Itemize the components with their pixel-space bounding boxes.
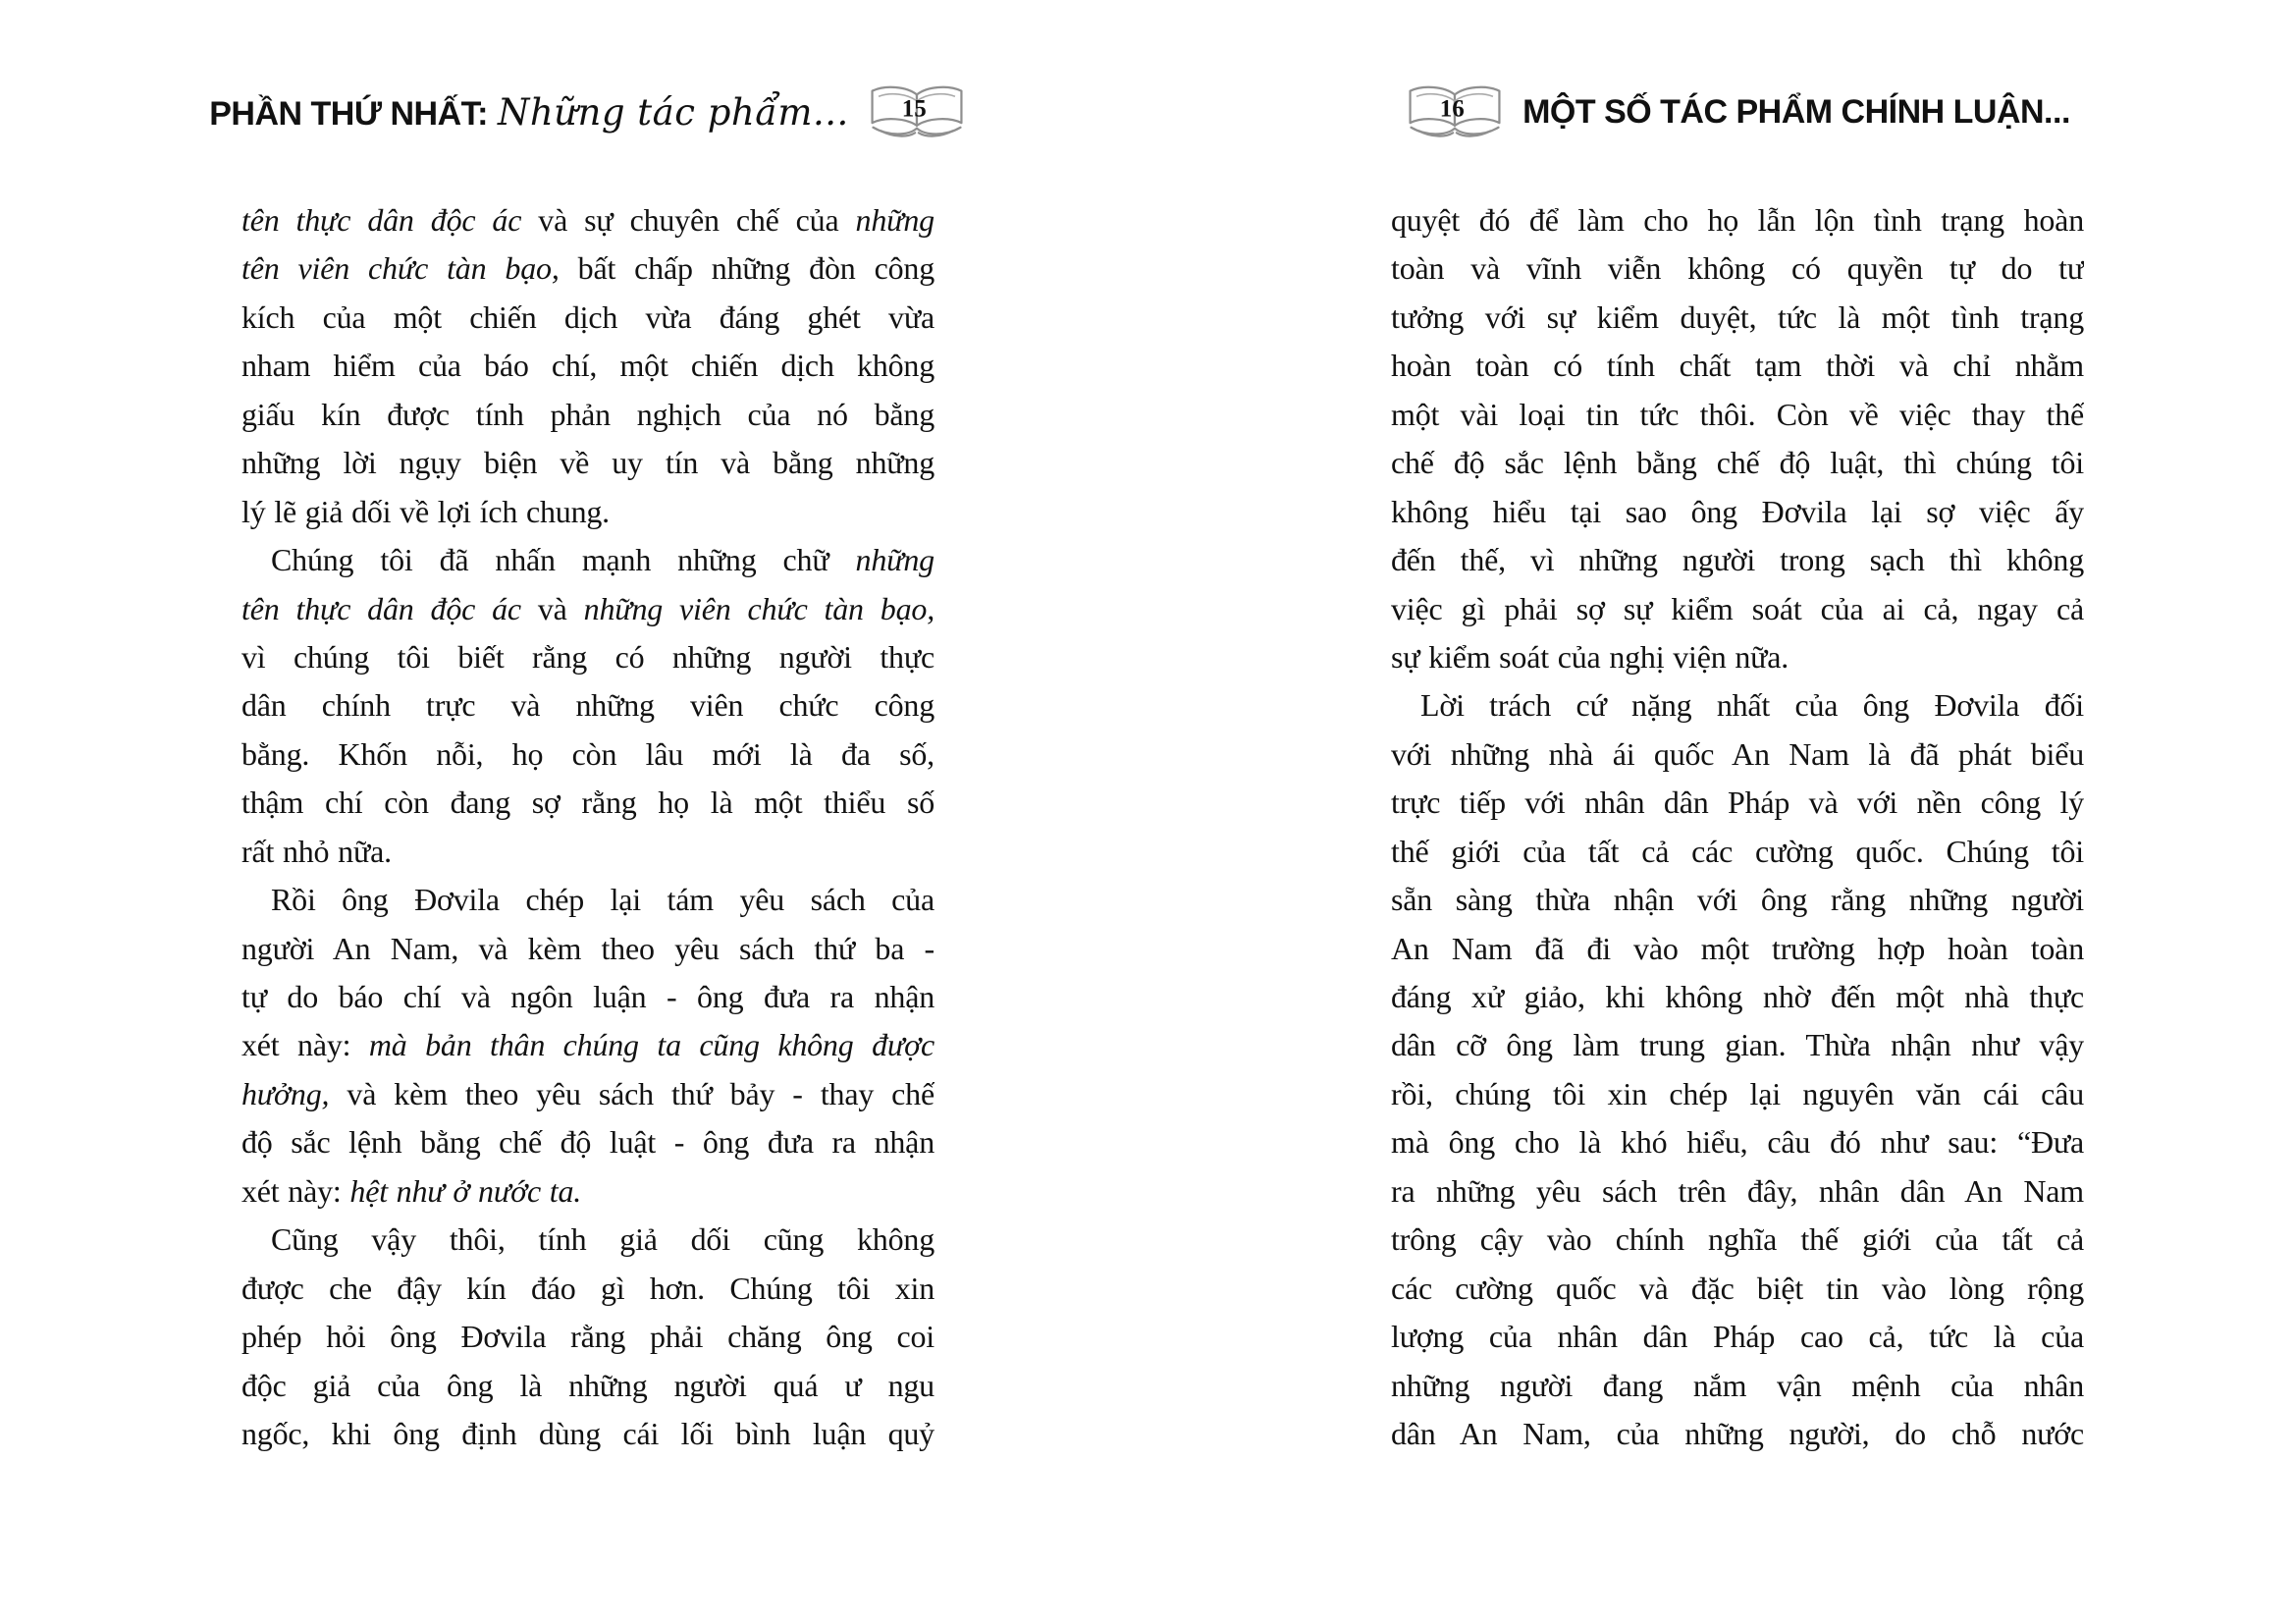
- text-line: [241, 925, 934, 973]
- body-text: thậm chí còn đang sợ rằng họ là một thiểu số: [241, 785, 934, 821]
- text-line: [241, 391, 934, 439]
- body-text: xét này:: [241, 1172, 350, 1209]
- text-line: [1391, 828, 2084, 876]
- emphasized-text: những: [855, 202, 934, 238]
- text-line: [241, 244, 934, 293]
- body-text: An Nam đã đi vào một trường hợp hoàn toàn: [1391, 930, 2084, 966]
- emphasized-text: hệt như ở nước ta.: [349, 1172, 582, 1209]
- right-page-text: [1391, 196, 2084, 1458]
- body-text: dân An Nam, của những người, do chỗ nước: [1391, 1415, 2084, 1451]
- text-line: [241, 439, 934, 487]
- text-line: [1391, 1070, 2084, 1118]
- text-line: [1391, 681, 2084, 730]
- body-text: đến thế, vì những người trong sạch thì không: [1391, 542, 2084, 578]
- left-header-section-title: Những tác phẩm...: [497, 90, 849, 134]
- body-text: và kèm theo yêu sách thứ bảy - thay chế: [329, 1075, 934, 1111]
- body-text: sự kiểm soát của nghị viện nữa.: [1391, 638, 1789, 675]
- left-header-part-label: PHẦN THỨ NHẤT:: [209, 94, 488, 133]
- emphasized-text: tên thực dân độc ác: [241, 202, 522, 238]
- body-text: việc gì phải sợ sự kiểm soát của ai cả, ngay cả: [1391, 590, 2084, 626]
- emphasized-text: những: [855, 542, 934, 578]
- text-line: [241, 585, 934, 633]
- right-header-text: [1522, 93, 2070, 132]
- body-text: sẵn sàng thừa nhận với ông rằng những người: [1391, 882, 2084, 918]
- right-header-title: MỘT SỐ TÁC PHẨM CHÍNH LUẬN...: [1522, 92, 2070, 131]
- left-page-text: [241, 196, 934, 1458]
- text-line: [241, 779, 934, 827]
- body-text: với những nhà ái quốc An Nam là đã phát biểu: [1391, 735, 2084, 772]
- text-line: [1391, 391, 2084, 439]
- body-text: độc giả của ông là những người quá ư ngu: [241, 1367, 934, 1403]
- emphasized-text: tên viên chức tàn bạo,: [241, 250, 560, 287]
- emphasized-text: hưởng,: [241, 1075, 330, 1111]
- body-text: và: [520, 590, 584, 626]
- body-text: chế độ sắc lệnh bằng chế độ luật, thì chúng tôi: [1391, 445, 2084, 481]
- body-text: dân cỡ ông làm trung gian. Thừa nhận như vậy: [1391, 1027, 2084, 1063]
- body-text: độ sắc lệnh bằng chế độ luật - ông đưa ra nhận: [241, 1124, 934, 1161]
- body-text: kích của một chiến dịch vừa đáng ghét vừa: [241, 298, 934, 335]
- body-text: rất nhỏ nữa.: [241, 833, 392, 869]
- text-line: [1391, 439, 2084, 487]
- text-line: [1391, 536, 2084, 584]
- text-line: [1391, 1118, 2084, 1166]
- text-line: [1391, 294, 2084, 342]
- body-text: rồi, chúng tôi xin chép lại nguyên văn cái câu: [1391, 1075, 2084, 1111]
- left-page-header: [209, 82, 934, 141]
- text-line: [1391, 1313, 2084, 1361]
- text-line: [1391, 342, 2084, 390]
- text-line: [241, 633, 934, 681]
- body-text: lý lẽ giả dối về lợi ích chung.: [241, 493, 610, 529]
- text-line: [241, 196, 934, 244]
- text-line: [241, 536, 934, 584]
- body-text: phép hỏi ông Đơvila rằng phải chăng ông coi: [241, 1319, 934, 1355]
- body-text: các cường quốc và đặc biệt tin vào lòng rộng: [1391, 1270, 2084, 1306]
- body-text: bằng. Khốn nỗi, họ còn lâu mới là đa số,: [241, 735, 934, 772]
- text-line: [241, 1410, 934, 1458]
- text-line: [1391, 633, 2084, 681]
- body-text: không hiểu tại sao ông Đơvila lại sợ việc ấy: [1391, 493, 2084, 529]
- emphasized-text: tên thực dân độc ác: [241, 590, 521, 626]
- text-line: [1391, 1167, 2084, 1216]
- body-text: trực tiếp với nhân dân Pháp và với nền công lý: [1391, 785, 2084, 821]
- text-line: [1391, 244, 2084, 293]
- body-text: ngốc, khi ông định dùng cái lối bình luận quỷ: [241, 1415, 934, 1451]
- right-page-header: [1391, 82, 2084, 141]
- text-line: [1391, 1021, 2084, 1069]
- body-text: nham hiểm của báo chí, một chiến dịch không: [241, 348, 934, 384]
- text-line: [1391, 1410, 2084, 1458]
- body-text: những người đang nắm vận mệnh của nhân: [1391, 1367, 2084, 1403]
- text-line: [241, 1265, 934, 1313]
- body-text: quyệt đó để làm cho họ lẫn lộn tình trạng hoàn: [1391, 202, 2084, 238]
- body-text: và sự chuyên chế của: [521, 202, 856, 238]
- body-text: tự do báo chí và ngôn luận - ông đưa ra nhận: [241, 979, 934, 1014]
- body-text: Rồi ông Đơvila chép lại tám yêu sách của: [271, 882, 934, 918]
- emphasized-text: những viên chức tàn bạo,: [583, 590, 934, 626]
- body-text: mà ông cho là khó hiểu, câu đó như sau: “Đưa: [1391, 1124, 2084, 1161]
- text-line: [1391, 1362, 2084, 1410]
- body-text: người An Nam, và kèm theo yêu sách thứ ba -: [241, 930, 934, 966]
- text-line: [241, 681, 934, 730]
- text-line: [1391, 585, 2084, 633]
- text-line: [241, 1362, 934, 1410]
- body-text: hoàn toàn có tính chất tạm thời và chỉ nhằm: [1391, 348, 2084, 384]
- body-text: trông cậy vào chính nghĩa thế giới của tất cả: [1391, 1221, 2084, 1258]
- text-line: [241, 1070, 934, 1118]
- left-page-number: 15: [901, 95, 927, 123]
- text-line: [241, 1167, 934, 1216]
- text-line: [241, 1118, 934, 1166]
- body-text: Lời trách cứ nặng nhất của ông Đơvila đối: [1420, 687, 2084, 724]
- text-line: [241, 294, 934, 342]
- text-line: [1391, 731, 2084, 779]
- body-text: lượng của nhân dân Pháp cao cả, tức là của: [1391, 1319, 2084, 1355]
- left-header-text: [209, 91, 849, 134]
- body-text: những lời ngụy biện về uy tín và bằng những: [241, 445, 934, 481]
- text-line: [241, 1021, 934, 1069]
- text-line: [1391, 876, 2084, 924]
- text-line: [241, 876, 934, 924]
- text-line: [1391, 1216, 2084, 1264]
- body-text: một vài loại tin tức thôi. Còn về việc thay thế: [1391, 396, 2084, 432]
- right-page-number: 16: [1439, 95, 1465, 123]
- body-text: toàn và vĩnh viễn không có quyền tự do tư: [1391, 250, 2084, 287]
- body-text: bất chấp những đòn công: [559, 250, 934, 287]
- text-line: [241, 973, 934, 1021]
- body-text: tưởng với sự kiểm duyệt, tức là một tình trạng: [1391, 298, 2084, 335]
- open-book-icon: [867, 82, 967, 141]
- text-line: [1391, 973, 2084, 1021]
- body-text: đáng xử giảo, khi không nhờ đến một nhà thực: [1391, 979, 2084, 1014]
- text-line: [241, 342, 934, 390]
- text-line: [1391, 488, 2084, 536]
- body-text: vì chúng tôi biết rằng có những người thực: [241, 638, 934, 675]
- text-line: [241, 1216, 934, 1264]
- text-line: [241, 1313, 934, 1361]
- text-line: [241, 828, 934, 876]
- text-line: [241, 488, 934, 536]
- text-line: [1391, 779, 2084, 827]
- body-text: giấu kín được tính phản nghịch của nó bằng: [241, 396, 934, 432]
- open-book-icon: [1405, 82, 1505, 141]
- text-line: [241, 731, 934, 779]
- body-text: xét này:: [241, 1027, 369, 1063]
- body-text: được che đậy kín đáo gì hơn. Chúng tôi xin: [241, 1270, 934, 1306]
- emphasized-text: mà bản thân chúng ta cũng không được: [368, 1027, 934, 1063]
- body-text: ra những yêu sách trên đây, nhân dân An Nam: [1391, 1172, 2084, 1209]
- text-line: [1391, 925, 2084, 973]
- body-text: Chúng tôi đã nhấn mạnh những chữ: [271, 542, 856, 578]
- body-text: thế giới của tất cả các cường quốc. Chúng tôi: [1391, 833, 2084, 869]
- text-line: [1391, 196, 2084, 244]
- body-text: dân chính trực và những viên chức công: [241, 687, 934, 724]
- text-line: [1391, 1265, 2084, 1313]
- body-text: Cũng vậy thôi, tính giả dối cũng không: [271, 1221, 934, 1258]
